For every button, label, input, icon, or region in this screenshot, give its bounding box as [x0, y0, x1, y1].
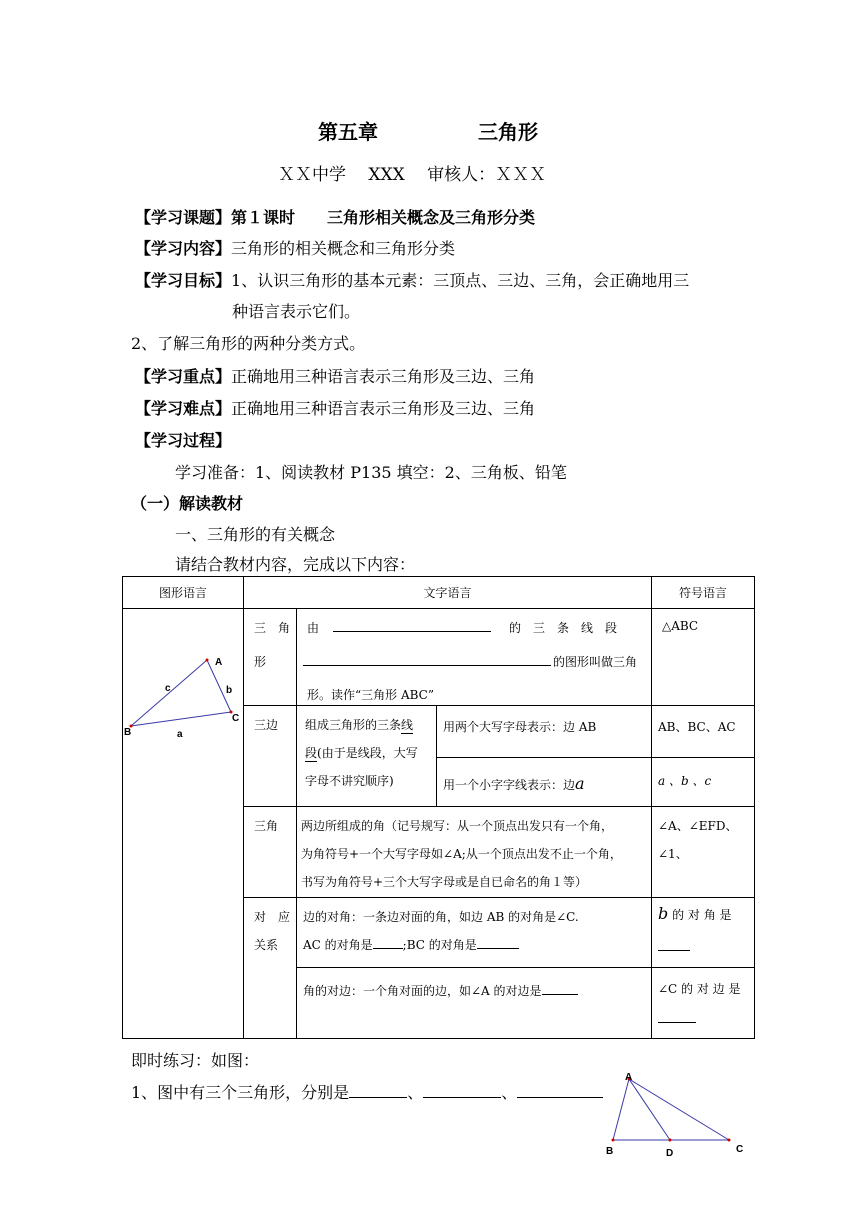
row-angle-symbol: ∠A、∠EFD、 ∠1、 — [652, 807, 755, 898]
vertex-a-label: A — [215, 657, 223, 668]
topic-label: 【学习课题】 — [135, 208, 232, 227]
key-value: 正确地用三种语言表示三角形及三边、三角 — [231, 367, 536, 386]
vertex-b-label: B — [124, 727, 132, 738]
blank-a-side[interactable] — [542, 994, 578, 995]
row-corresp-edge: 边的对角：一条边对面的角，如边 AB 的对角是∠C. AC 的对角是 ;BC 的对角是 — [297, 898, 652, 968]
vertex-c-label: C — [232, 713, 240, 724]
section-heading: （一）解读教材 — [131, 494, 244, 513]
concept-table — [122, 576, 755, 1039]
row-sides-sub2: 用一个小字字线表示：边a — [437, 758, 652, 807]
difficult-label: 【学习难点】 — [135, 399, 232, 418]
blank-ac-angle[interactable] — [373, 948, 403, 949]
goal-item-1b: 种语言表示它们。 — [232, 302, 361, 321]
row-sides-sub1-symbol: AB、BC、AC — [652, 706, 755, 758]
answer-blank-2[interactable] — [423, 1097, 501, 1098]
figure-cell — [123, 609, 244, 1039]
topic-value: 第１课时 三角形相关概念及三角形分类 — [231, 208, 536, 227]
row-angle-text: 两边所组成的角（记号规写：从一个顶点出发只有一个角， 为角符号+一个大写字母如∠A;从一个顶点出发不止一个角， 书写为角符号+三个大写字母或是自已命名的角１等） — [297, 807, 652, 898]
key-line — [135, 364, 535, 387]
blank-b-angle[interactable] — [658, 950, 690, 951]
point-c-label: C — [736, 1144, 744, 1155]
header-text: 文字语言 — [244, 577, 652, 609]
chapter-number: 第五章 — [318, 120, 378, 144]
side-a-label: a — [177, 729, 183, 740]
answer-blank-3[interactable] — [517, 1097, 603, 1098]
row-sides-name: 三边 — [244, 706, 297, 807]
practice-intro: 即时练习：如图： — [131, 1051, 260, 1070]
triangle-abcd-figure — [600, 1068, 750, 1158]
side-b-label: b — [226, 685, 233, 696]
blank-bc-angle[interactable] — [477, 948, 519, 949]
row-triangle-symbol: △ABC — [652, 609, 755, 706]
triangle-abc-figure — [123, 609, 244, 1038]
school-line: ＸＸ中学 XXX 审核人：ＸＸＸ — [278, 165, 547, 185]
row-triangle-text: 由 的 三 条 线 段 的图形叫做三角 形。读作“三角形 ABC” — [297, 609, 652, 706]
blank-c-side[interactable] — [658, 1022, 696, 1023]
blank-triangle-1[interactable] — [333, 631, 491, 632]
point-d-label: D — [666, 1148, 674, 1158]
practice-q1: 1、图中有三个三角形，分别是 、 、 — [131, 1080, 603, 1103]
row-corresp-angle: 角的对边：一个角对面的边，如∠A 的对边是 — [297, 968, 652, 1039]
point-b-label: B — [606, 1146, 614, 1157]
instruction-line: 请结合教材内容，完成以下内容： — [175, 555, 416, 574]
content-label: 【学习内容】 — [135, 239, 232, 258]
row-triangle-name: 三 角 形 — [244, 609, 297, 706]
row-sides-sub1: 用两个大写字母表示：边 AB — [437, 706, 652, 758]
row-sides-sub2-symbol: a 、b 、c — [652, 758, 755, 807]
key-label: 【学习重点】 — [135, 367, 232, 386]
process-label: 【学习过程】 — [135, 431, 232, 450]
header-symbol: 符号语言 — [652, 577, 755, 609]
chapter-title: 三角形 — [478, 120, 538, 144]
content-line — [135, 236, 455, 259]
blank-triangle-2[interactable] — [303, 665, 551, 666]
goal-line — [135, 268, 689, 291]
content-value: 三角形的相关概念和三角形分类 — [231, 239, 456, 258]
side-c-label: c — [165, 683, 171, 694]
row-corresp-edge-symbol: b 的 对 角 是 — [652, 898, 755, 968]
difficult-value: 正确地用三种语言表示三角形及三边、三角 — [231, 399, 536, 418]
row-corresp-name: 对 应 关系 — [244, 898, 297, 1039]
topic-line — [135, 205, 535, 228]
row-sides-desc: 组成三角形的三条线 段(由于是线段，大写 字母不讲究顺序) — [297, 706, 437, 807]
header-figure: 图形语言 — [123, 577, 244, 609]
row-angle-name: 三角 — [244, 807, 297, 898]
answer-blank-1[interactable] — [349, 1097, 407, 1098]
difficult-line — [135, 396, 535, 419]
goal-label: 【学习目标】 — [135, 271, 232, 290]
prep-line: 学习准备：1、阅读教材 P135 填空：2、三角板、铅笔 — [175, 463, 567, 482]
point-a-label: A — [625, 1072, 633, 1083]
subsection-heading: 一、三角形的有关概念 — [175, 525, 336, 544]
goal-item-2: 2、了解三角形的两种分类方式。 — [131, 334, 366, 353]
goal-item-1a: 1、认识三角形的基本元素：三顶点、三边、三角，会正确地用三 — [231, 271, 690, 290]
row-corresp-angle-symbol: ∠C 的 对 边 是 — [652, 968, 755, 1039]
